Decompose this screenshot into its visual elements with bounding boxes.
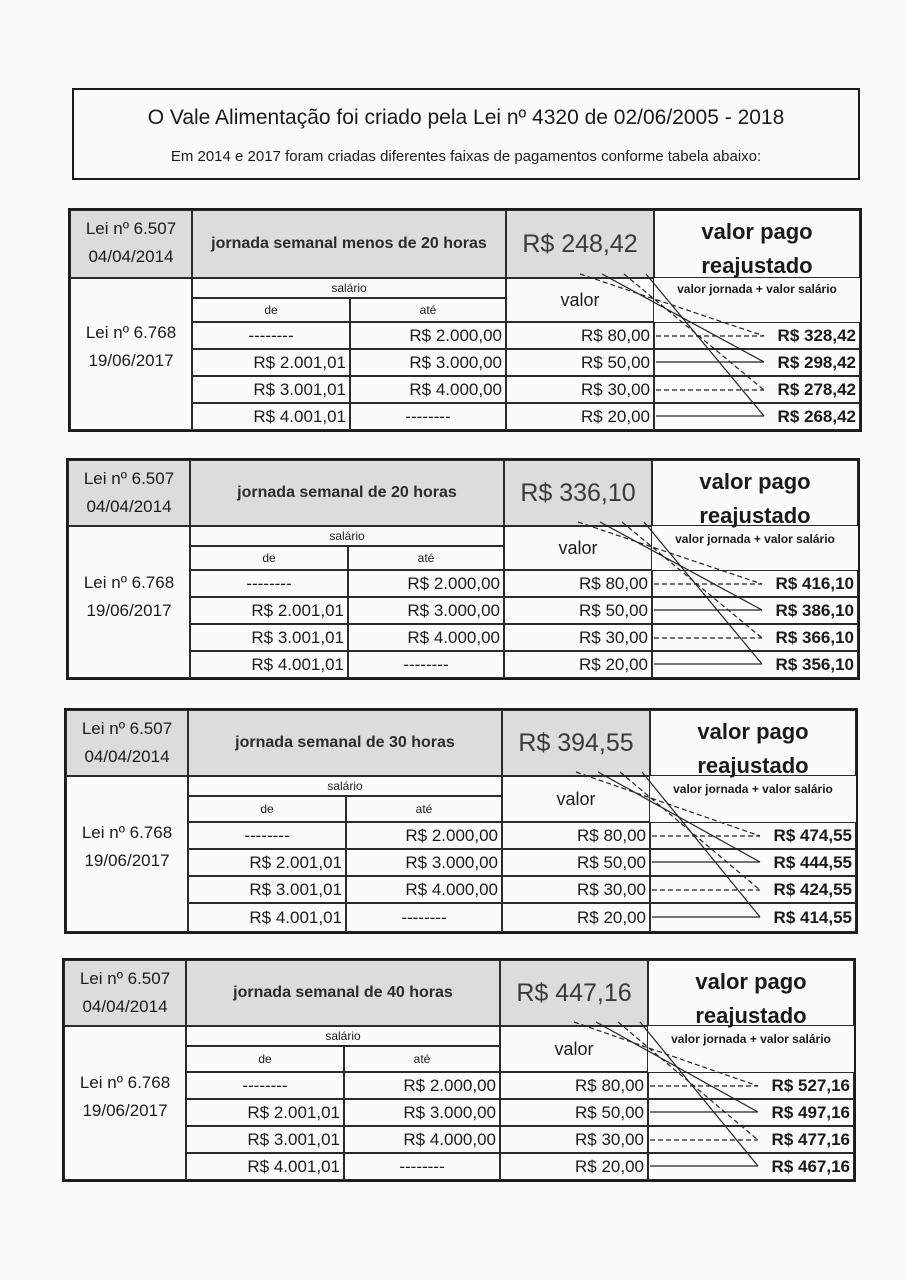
valor-pago-line2: reajustado	[695, 1003, 807, 1028]
valor-pago-subtitle: valor jornada + valor salário	[675, 532, 835, 546]
row-total: R$ 356,10	[652, 651, 858, 678]
row-ate: R$ 4.000,00	[348, 624, 504, 651]
law-6507-cell	[70, 210, 192, 278]
row-ate: R$ 3.000,00	[348, 597, 504, 624]
valor-pago-subtitle: valor jornada + valor salário	[671, 1032, 831, 1046]
row-valor: R$ 50,00	[504, 597, 652, 624]
jornada-title: jornada semanal de 40 horas	[186, 960, 500, 1026]
law-6768-date: 19/06/2017	[84, 851, 170, 870]
law-6768-date: 19/06/2017	[86, 601, 172, 620]
row-total: R$ 278,42	[654, 376, 860, 403]
law-6768-cell	[66, 776, 188, 932]
law-6768-date: 19/06/2017	[82, 1101, 168, 1120]
benefit-table-20h	[66, 458, 860, 680]
row-ate: R$ 2.000,00	[350, 322, 506, 349]
law-6768-number: Lei nº 6.768	[81, 823, 173, 842]
ate-header: até	[350, 298, 506, 322]
salario-header: salário	[192, 278, 506, 298]
salario-header: salário	[186, 1026, 500, 1046]
law-6507-date: 04/04/2014	[84, 747, 170, 766]
row-valor: R$ 30,00	[506, 376, 654, 403]
row-total: R$ 424,55	[650, 876, 856, 903]
row-de: --------	[192, 322, 350, 349]
row-total: R$ 477,16	[648, 1126, 854, 1153]
row-valor: R$ 30,00	[502, 876, 650, 903]
row-de: --------	[186, 1072, 344, 1099]
jornada-title: jornada semanal de 30 horas	[188, 710, 502, 776]
row-ate: --------	[346, 903, 502, 932]
row-ate: R$ 3.000,00	[346, 849, 502, 876]
law-6768-cell	[64, 1026, 186, 1180]
base-value: R$ 248,42	[506, 210, 654, 278]
valor-header: valor	[506, 278, 654, 322]
valor-pago-line1: valor pago	[701, 219, 813, 244]
benefit-table-30h	[64, 708, 858, 934]
law-6507-number: Lei nº 6.507	[85, 219, 177, 238]
valor-pago-line2: reajustado	[697, 753, 809, 778]
row-total: R$ 268,42	[654, 403, 860, 430]
row-total: R$ 386,10	[652, 597, 858, 624]
row-total: R$ 527,16	[648, 1072, 854, 1099]
row-de: R$ 4.001,01	[192, 403, 350, 430]
row-valor: R$ 80,00	[504, 570, 652, 597]
de-header: de	[192, 298, 350, 322]
row-valor: R$ 30,00	[504, 624, 652, 651]
row-de: --------	[188, 822, 346, 849]
valor-pago-header	[654, 210, 860, 278]
row-de: R$ 2.001,01	[192, 349, 350, 376]
valor-pago-subtitle: valor jornada + valor salário	[677, 282, 837, 296]
row-valor: R$ 20,00	[502, 903, 650, 932]
valor-header: valor	[500, 1026, 648, 1072]
jornada-title: jornada semanal menos de 20 horas	[192, 210, 506, 278]
row-de: R$ 2.001,01	[186, 1099, 344, 1126]
row-de: R$ 2.001,01	[190, 597, 348, 624]
salario-header: salário	[190, 526, 504, 546]
row-valor: R$ 50,00	[506, 349, 654, 376]
base-value: R$ 447,16	[500, 960, 648, 1026]
row-de: R$ 4.001,01	[186, 1153, 344, 1180]
salario-header: salário	[188, 776, 502, 796]
valor-pago-line1: valor pago	[695, 969, 807, 994]
row-de: R$ 2.001,01	[188, 849, 346, 876]
row-total: R$ 474,55	[650, 822, 856, 849]
row-total: R$ 366,10	[652, 624, 858, 651]
law-6507-date: 04/04/2014	[82, 997, 168, 1016]
row-valor: R$ 80,00	[506, 322, 654, 349]
row-de: --------	[190, 570, 348, 597]
row-valor: R$ 80,00	[500, 1072, 648, 1099]
base-value: R$ 336,10	[504, 460, 652, 526]
ate-header: até	[346, 796, 502, 822]
law-6768-number: Lei nº 6.768	[79, 1073, 171, 1092]
row-total: R$ 416,10	[652, 570, 858, 597]
de-header: de	[188, 796, 346, 822]
law-6768-number: Lei nº 6.768	[83, 573, 175, 592]
law-6768-cell	[68, 526, 190, 678]
row-ate: R$ 3.000,00	[344, 1099, 500, 1126]
page-title: O Vale Alimentação foi criado pela Lei nº 4320 de 02/06/2005 - 2018	[147, 106, 785, 129]
row-ate: R$ 4.000,00	[346, 876, 502, 903]
row-valor: R$ 20,00	[506, 403, 654, 430]
row-de: R$ 4.001,01	[190, 651, 348, 678]
row-ate: R$ 2.000,00	[344, 1072, 500, 1099]
page-subtitle: Em 2014 e 2017 foram criadas diferentes faixas de pagamentos conforme tabela abaixo:	[170, 148, 762, 165]
header-box	[72, 88, 860, 180]
law-6507-cell	[66, 710, 188, 776]
benefit-table-less-20h	[68, 208, 862, 432]
row-total: R$ 298,42	[654, 349, 860, 376]
row-valor: R$ 30,00	[500, 1126, 648, 1153]
valor-header: valor	[502, 776, 650, 822]
row-ate: R$ 3.000,00	[350, 349, 506, 376]
row-de: R$ 3.001,01	[190, 624, 348, 651]
row-valor: R$ 20,00	[504, 651, 652, 678]
row-total: R$ 444,55	[650, 849, 856, 876]
valor-pago-line2: reajustado	[701, 253, 813, 278]
valor-pago-line1: valor pago	[699, 469, 811, 494]
valor-header: valor	[504, 526, 652, 570]
row-de: R$ 3.001,01	[188, 876, 346, 903]
row-ate: --------	[350, 403, 506, 430]
valor-pago-header	[648, 960, 854, 1026]
ate-header: até	[348, 546, 504, 570]
law-6507-cell	[64, 960, 186, 1026]
row-de: R$ 3.001,01	[186, 1126, 344, 1153]
row-total: R$ 497,16	[648, 1099, 854, 1126]
row-ate: R$ 2.000,00	[346, 822, 502, 849]
row-total: R$ 467,16	[648, 1153, 854, 1180]
law-6507-date: 04/04/2014	[86, 497, 172, 516]
de-header: de	[190, 546, 348, 570]
valor-pago-header	[650, 710, 856, 776]
law-6507-cell	[68, 460, 190, 526]
valor-pago-header	[652, 460, 858, 526]
ate-header: até	[344, 1046, 500, 1072]
law-6507-number: Lei nº 6.507	[83, 469, 175, 488]
row-valor: R$ 50,00	[500, 1099, 648, 1126]
valor-pago-line1: valor pago	[697, 719, 809, 744]
row-total: R$ 414,55	[650, 903, 856, 932]
valor-pago-subtitle: valor jornada + valor salário	[673, 782, 833, 796]
row-valor: R$ 50,00	[502, 849, 650, 876]
row-ate: --------	[348, 651, 504, 678]
de-header: de	[186, 1046, 344, 1072]
law-6507-number: Lei nº 6.507	[79, 969, 171, 988]
row-de: R$ 4.001,01	[188, 903, 346, 932]
law-6507-date: 04/04/2014	[88, 247, 174, 266]
law-6768-cell	[70, 278, 192, 430]
row-ate: R$ 4.000,00	[350, 376, 506, 403]
benefit-table-40h	[62, 958, 856, 1182]
row-valor: R$ 20,00	[500, 1153, 648, 1180]
law-6768-number: Lei nº 6.768	[85, 323, 177, 342]
row-total: R$ 328,42	[654, 322, 860, 349]
row-valor: R$ 80,00	[502, 822, 650, 849]
row-ate: --------	[344, 1153, 500, 1180]
jornada-title: jornada semanal de 20 horas	[190, 460, 504, 526]
law-6768-date: 19/06/2017	[88, 351, 174, 370]
law-6507-number: Lei nº 6.507	[81, 719, 173, 738]
row-ate: R$ 2.000,00	[348, 570, 504, 597]
row-de: R$ 3.001,01	[192, 376, 350, 403]
base-value: R$ 394,55	[502, 710, 650, 776]
row-ate: R$ 4.000,00	[344, 1126, 500, 1153]
valor-pago-line2: reajustado	[699, 503, 811, 528]
